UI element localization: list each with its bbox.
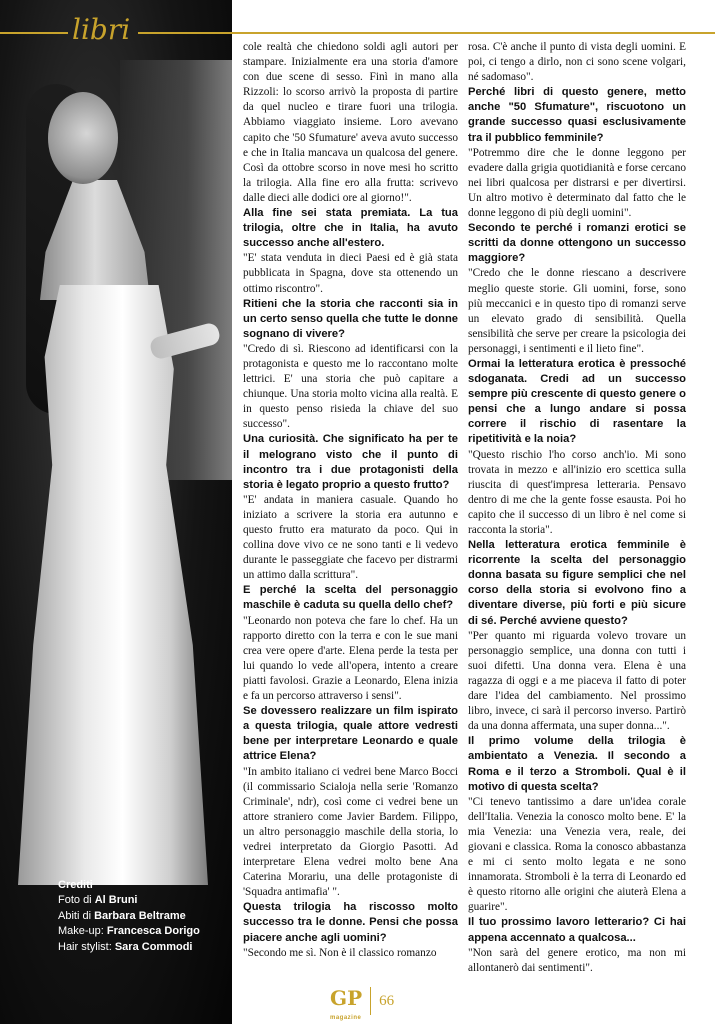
credit-value: Sara Commodi bbox=[114, 940, 193, 953]
interview-answer: "Ci tenevo tantissimo a dare un'idea corale dell'Italia. Venezia la conosco molto bene. E' la mia Venezia: una Venezia vera, reale, dei giovani e classica. Roma la conosco abbastanza e mi ci sento molto legata e ne sono innamorata. Stromboli è la terra di Leonardo ed è questo ritorno alle origini che aiuterà Elena a guarire". bbox=[468, 795, 686, 914]
magazine-logo bbox=[330, 986, 363, 1021]
logo-subtitle: magazine bbox=[330, 1015, 362, 1021]
credit-label: Abiti di bbox=[58, 909, 95, 922]
logo-text: GP bbox=[330, 986, 363, 1010]
credit-value: Al Bruni bbox=[94, 894, 138, 907]
interview-question: Se dovessero realizzare un film ispirato a questa trilogia, quale attore vedresti bene per interpretare Leonardo e quale attrice Elena? bbox=[243, 705, 458, 763]
interview-answer: rosa. C'è anche il punto di vista degli uomini. E poi, ci tengo a dirlo, non ci sono scene volgari, né sadomaso". bbox=[468, 41, 686, 84]
credit-label: Foto di bbox=[58, 894, 95, 907]
interview-question: Ormai la letteratura erotica è pressoché sdoganata. Credi ad un successo sempre più crescente di questo genere o pensi che a lungo andare si possa correre il rischio di rasentare la ripetitività e la noia? bbox=[468, 357, 686, 446]
credits-heading: Crediti bbox=[58, 879, 93, 891]
interview-question: Ritieni che la storia che racconti sia in un certo senso quella che tutte le donne sognano di vivere? bbox=[243, 297, 458, 340]
article-column-2 bbox=[468, 40, 686, 976]
interview-answer: "Questo rischio l'ho corso anch'io. Mi sono trovata in mezzo e all'inizio ero scettica sulla riuscita di quest'impresa letteraria. Pensavo dentro di me che la gente fosse esausta. Poi ho capito che il successo di un libro è nel come si racconta la storia". bbox=[468, 448, 686, 536]
photo-credits bbox=[58, 878, 233, 955]
article-column-1 bbox=[243, 40, 458, 961]
interview-answer: "Per quanto mi riguarda volevo trovare un personaggio semplice, una donna con tutti i suoi difetti. Una donna vera. Elena è una ragazza di oggi e a me piaceva il fatto di poter dare l'idea del cambiamento. Nel prossimo libro, invece, ci sarà il percorso inverso. Partirò da una donna affermata, una super donna...". bbox=[468, 629, 686, 733]
page-number: 66 bbox=[379, 992, 395, 1009]
credit-value: Barbara Beltrame bbox=[94, 909, 186, 922]
interview-answer: "Credo di sì. Riescono ad identificarsi con la protagonista e questo me lo raccontano molte lettrici. E' una storia che può capitare a chiunque. Una storia molto vicina alla realtà. E in questo penso risieda la chiave del suo successo". bbox=[243, 342, 458, 431]
interview-question: Una curiosità. Che significato ha per te il melograno visto che il punto di incontro tra i due protagonisti della storia è legato proprio a questo frutto? bbox=[243, 433, 458, 491]
credit-label: Make-up: bbox=[58, 925, 107, 938]
interview-question: Alla fine sei stata premiata. La tua trilogia, oltre che in Italia, ha avuto successo anche all'estero. bbox=[243, 207, 458, 250]
page-footer bbox=[330, 986, 395, 1021]
interview-answer: "Non sarà del genere erotico, ma non mi allontanerò dai sentimenti". bbox=[468, 946, 686, 974]
credit-line bbox=[58, 893, 233, 908]
interview-answer: "Credo che le donne riescano a descrivere meglio queste storie. Gli uomini, forse, sono più meccanici e in questo tipo di romanzi serve un elevato grado di sensibilità. Quella sensibilità che serve per creare la psicologia dei personaggi, i sentimenti e il lieto fine". bbox=[468, 267, 686, 355]
interview-question: Secondo te perché i romanzi erotici se scritti da donne ottengono un successo maggiore? bbox=[468, 222, 686, 265]
interview-answer: "E' andata in maniera casuale. Quando ho iniziato a scrivere la storia era autunno e questo frutto era maturato da poco. Qui in collina dove vivo ce ne sono tanti e li vedevo durante le passeggiate che facevo per distrarmi un attimo dalla scrittura". bbox=[243, 493, 458, 582]
interview-answer: "Secondo me sì. Non è il classico romanzo bbox=[243, 946, 437, 959]
credit-line bbox=[58, 909, 233, 924]
interview-answer: "Leonardo non poteva che fare lo chef. Ha un rapporto diretto con la terra e con le sue mani crea vere opere d'arte. Elena perde la testa per lui quando lo vede all'opera, intento a creare piatti favolosi. Grazie a Leonardo, Elena inizia e fa un percorso attraverso i sensi". bbox=[243, 614, 458, 703]
footer-divider bbox=[370, 987, 371, 1015]
header-rule-left bbox=[0, 32, 68, 34]
interview-question: Perché libri di questo genere, metto anche "50 Sfumature", riscuotono un grande successo quasi esclusivamente tra il pubblico femminile? bbox=[468, 86, 686, 144]
interview-answer: cole realtà che chiedono soldi agli autori per stampare. Inizialmente era una storia d'amore con due scene di sesso. Finì in mano alla Rizzoli: lo scorso arrivò la proposta di partire da quel nucleo e tirare fuori una trilogia. Abbiamo viaggiato insieme. Loro avevano capito che '50 Sfumature' aveva avuto successo e che in Italia mancava un qualcosa del genere. Così da ottobre scorso in nove mesi ho scritto la trilogia. Alla fine ero alla frutta: scrivevo dalle dieci alle dodici ore al giorno!". bbox=[243, 41, 458, 204]
photo-head bbox=[48, 92, 118, 184]
interview-question: Nella letteratura erotica femminile è ricorrente la scelta del personaggio donna basata su figure semplici che nel corso della storia si evolvono fino a diventare diverse, più forti e più sicure di sé. Perché avviene questo? bbox=[468, 539, 686, 627]
interview-answer: "In ambito italiano ci vedrei bene Marco Bocci (il commissario Scialoja nella serie 'Romanzo Criminale', ndr), così come ci vedrei bene un attore straniero come Javier Bardem. Filippo, un altro personaggio maschile della storia, lo vedrei interpretato da Giorgio Pasotti. Ad interpretare Elena vedrei molto bene Ana Caterina Morariu, una delle protagoniste di 'Squadra antimafia' ". bbox=[243, 765, 458, 899]
credit-value: Francesca Dorigo bbox=[106, 925, 200, 938]
credit-label: Hair stylist: bbox=[58, 940, 115, 953]
interview-question: E perché la scelta del personaggio maschile è caduta su quella dello chef? bbox=[243, 584, 458, 612]
interview-question: Il tuo prossimo lavoro letterario? Ci hai appena accennato a qualcosa... bbox=[468, 916, 686, 944]
header-rule-right bbox=[138, 32, 715, 34]
interview-question: Il primo volume della trilogia è ambientato a Venezia. Il secondo a Roma e il terzo a Stromboli. Qual è il motivo di questa scelta? bbox=[468, 735, 686, 793]
interview-answer: "Potremmo dire che le donne leggono per evadere dalla grigia quotidianità e forse cercano nei libri qualcosa per distrarsi e per divertirsi. Un altro motivo è determinato dal fatto che le donne leggono di più degli uomini". bbox=[468, 146, 686, 220]
credit-line bbox=[58, 940, 233, 955]
credit-line bbox=[58, 924, 233, 939]
cover-photo bbox=[0, 0, 232, 1024]
interview-question: Questa trilogia ha riscosso molto successo tra le donne. Pensi che possa piacere anche agli uomini? bbox=[243, 901, 458, 944]
interview-answer: "E' stata venduta in dieci Paesi ed è già stata pubblicata in Spagna, dove sta ottenendo un ottimo riscontro". bbox=[243, 252, 458, 295]
section-title: libri bbox=[72, 13, 131, 46]
